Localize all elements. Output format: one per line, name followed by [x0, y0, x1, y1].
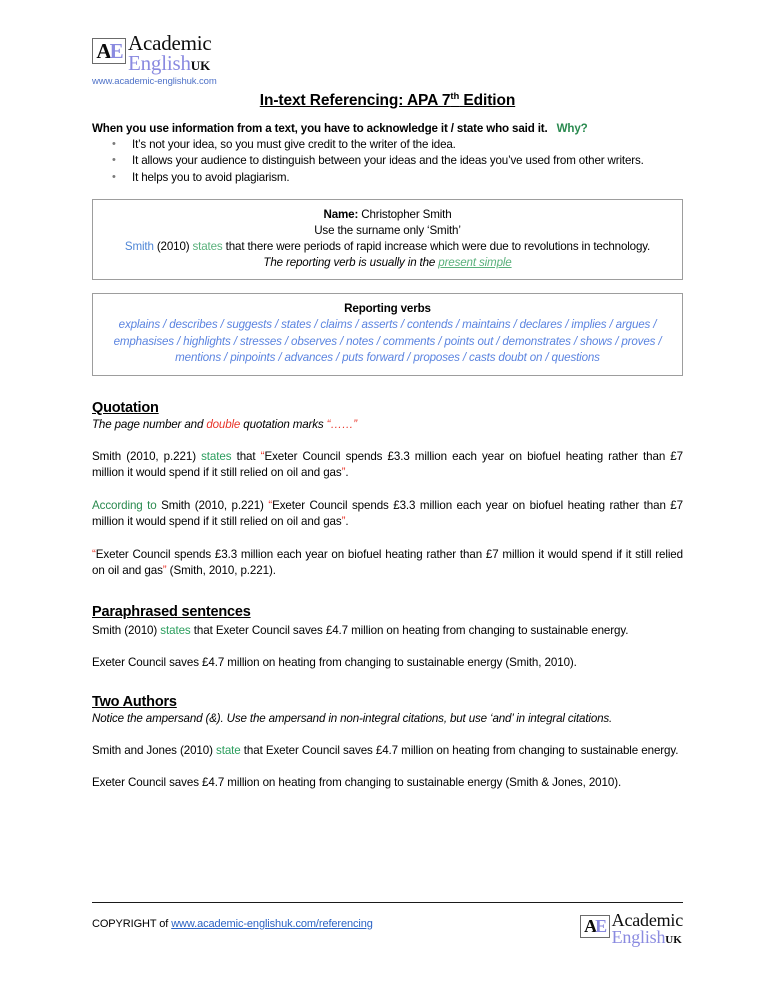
- example-reporting-verb: states: [192, 240, 223, 254]
- footer-logo-word-english-text: English: [611, 926, 666, 947]
- logo-word-english-text: English: [128, 50, 191, 75]
- two-authors-example-1: [92, 743, 683, 759]
- q3-close-quote: ”: [162, 564, 167, 578]
- q2-citation: Smith (2010, p.221): [156, 498, 269, 512]
- footer-logo-wordmark: [611, 909, 683, 947]
- q3-quote-text: Exeter Council spends £3.3 million each year on biofuel heating rather than £7 million it would spend if it still relied on oil and gas: [92, 547, 683, 578]
- list-item: • It’s not your idea, so you must give credit to the writer of the idea.: [132, 137, 683, 153]
- q1-close-quote: ”: [341, 466, 346, 480]
- section-heading-quotation: Quotation: [92, 399, 159, 416]
- name-example-sentence: [102, 239, 673, 255]
- footer-academic-english-uk-logo: [580, 909, 683, 947]
- footer-logo-word-uk: UK: [665, 933, 682, 946]
- footer-divider: [92, 902, 683, 903]
- logo-word-uk: UK: [190, 57, 211, 73]
- monogram-letter-a: A: [96, 38, 110, 63]
- quotation-example-3: [92, 547, 683, 580]
- quotation-example-2: [92, 498, 683, 531]
- logo-wordmark: [128, 31, 212, 75]
- copyright-line: [92, 912, 373, 930]
- logo-word-english: [128, 50, 212, 75]
- q1-citation: Smith (2010, p.221): [92, 449, 202, 463]
- quotation-example-1: [92, 449, 683, 482]
- copyright-prefix: COPYRIGHT of: [92, 917, 172, 930]
- reporting-verb-note-text: The reporting verb is usually in the: [263, 256, 439, 270]
- p1-text: that Exeter Council saves £4.7 million on heating from changing to sustainable energy.: [190, 623, 629, 637]
- page-footer: [92, 902, 683, 946]
- list-item: • It allows your audience to distinguish between your ideas and the ideas you’ve used from other writers.: [132, 153, 683, 169]
- q2-according-to: According to: [92, 498, 157, 512]
- paraphrased-example-2: Exeter Council saves £4.7 million on heating from changing to sustainable energy (Smith, 2010).: [92, 656, 577, 670]
- p1-reporting-verb: states: [160, 623, 191, 637]
- footer-logo-word-academic: Academic: [611, 909, 683, 930]
- t1-reporting-verb: state: [216, 743, 241, 757]
- q3-citation: (Smith, 2010, p.221).: [166, 564, 276, 578]
- footer-monogram-letter-e: E: [595, 916, 606, 937]
- quotation-subnote: [92, 417, 683, 433]
- two-authors-example-2: Exeter Council saves £4.7 million on heating from changing to sustainable energy (Smith & Jones, 2010).: [92, 776, 622, 790]
- ae-monogram-icon: [92, 38, 126, 64]
- reporting-verb-note: [102, 255, 673, 271]
- q2-open-quote: “: [268, 498, 273, 512]
- footer-monogram-letter-a: A: [584, 916, 596, 937]
- q2-quote-text: Exeter Council spends £3.3 million each year on biofuel heating rather than £7 million it would spend if it still relied on oil and gas: [92, 498, 683, 529]
- footer-row: [92, 909, 683, 947]
- footer-ae-monogram-icon: [580, 915, 610, 938]
- logo-word-academic: Academic: [128, 31, 212, 55]
- name-example-box: [92, 199, 683, 280]
- footer-logo-word-english: [611, 926, 683, 947]
- quotation-subnote-a: The page number and: [92, 417, 207, 431]
- intro-lead-text: When you use information from a text, you have to acknowledge it / state who said it.: [92, 122, 548, 136]
- copyright-link[interactable]: www.academic-englishuk.com/referencing: [171, 917, 373, 930]
- quotation-subnote-c: quotation marks: [240, 417, 327, 431]
- q1-reporting-verb: states: [201, 449, 232, 463]
- example-author-name: Smith: [124, 240, 154, 254]
- present-simple-link[interactable]: present simple: [438, 256, 512, 270]
- two-authors-note: Notice the ampersand (&). Use the ampersand in non-integral citations, but use ‘and’ in integral citations.: [92, 711, 613, 725]
- q2-close-quote: ”: [341, 515, 346, 529]
- reporting-verbs-box: [92, 293, 683, 375]
- academic-english-uk-logo: [92, 31, 322, 75]
- q2-period: .: [345, 515, 349, 529]
- surname-instruction: Use the surname only ‘Smith’: [314, 224, 461, 238]
- list-item: • It helps you to avoid plagiarism.: [132, 170, 683, 186]
- t1-citation: Smith and Jones (2010): [92, 743, 217, 757]
- footer-logo-block: [580, 909, 683, 947]
- example-sentence-rest: that there were periods of rapid increase which were due to revolutions in technology.: [222, 240, 651, 254]
- p1-citation: Smith (2010): [92, 623, 161, 637]
- quotation-subnote-marks: “……”: [326, 417, 357, 431]
- header-logo-block: [92, 31, 322, 87]
- paraphrased-example-1: [92, 623, 683, 639]
- reporting-verbs-title: Reporting verbs: [344, 302, 431, 316]
- section-heading-paraphrased: Paraphrased sentences: [92, 603, 251, 620]
- name-line: [102, 207, 673, 223]
- page-title-main: In-text Referencing: APA 7: [259, 92, 451, 110]
- q1-open-quote: “: [260, 449, 265, 463]
- page-title-tail: Edition: [459, 92, 516, 110]
- name-value: Christopher Smith: [358, 208, 452, 222]
- q1-period: .: [345, 466, 349, 480]
- example-year: (2010): [153, 240, 193, 254]
- q1-that: that: [231, 449, 261, 463]
- page-title-superscript: th: [450, 90, 460, 102]
- quotation-subnote-double: double: [206, 417, 241, 431]
- q1-quote-text: Exeter Council spends £3.3 million each year on biofuel heating rather than £7 million it would spend if it still relied on oil and gas: [92, 449, 684, 480]
- header-website-url: www.academic-englishuk.com: [92, 75, 217, 87]
- monogram-letter-e: E: [109, 38, 122, 63]
- section-heading-two-authors: Two Authors: [92, 693, 177, 710]
- q3-open-quote: “: [92, 547, 96, 561]
- intro-lead-line: [92, 122, 683, 135]
- intro-why-label: Why?: [556, 122, 588, 136]
- t1-text: that Exeter Council saves £4.7 million on heating from changing to sustainable energy.: [240, 743, 679, 757]
- page-title: [92, 91, 683, 110]
- name-label: Name:: [323, 208, 359, 222]
- reporting-verbs-list: explains / describes / suggests / states / claims / asserts / contends / maintains / declares / implies / argues / emphasises / highlights / stresses / observes / notes / comments / points out / demonstrates / shows / proves / mentions / pinpoints / advances / puts forward / proposes / casts doubt on / questions: [113, 318, 662, 365]
- intro-bullet-list: [92, 137, 683, 186]
